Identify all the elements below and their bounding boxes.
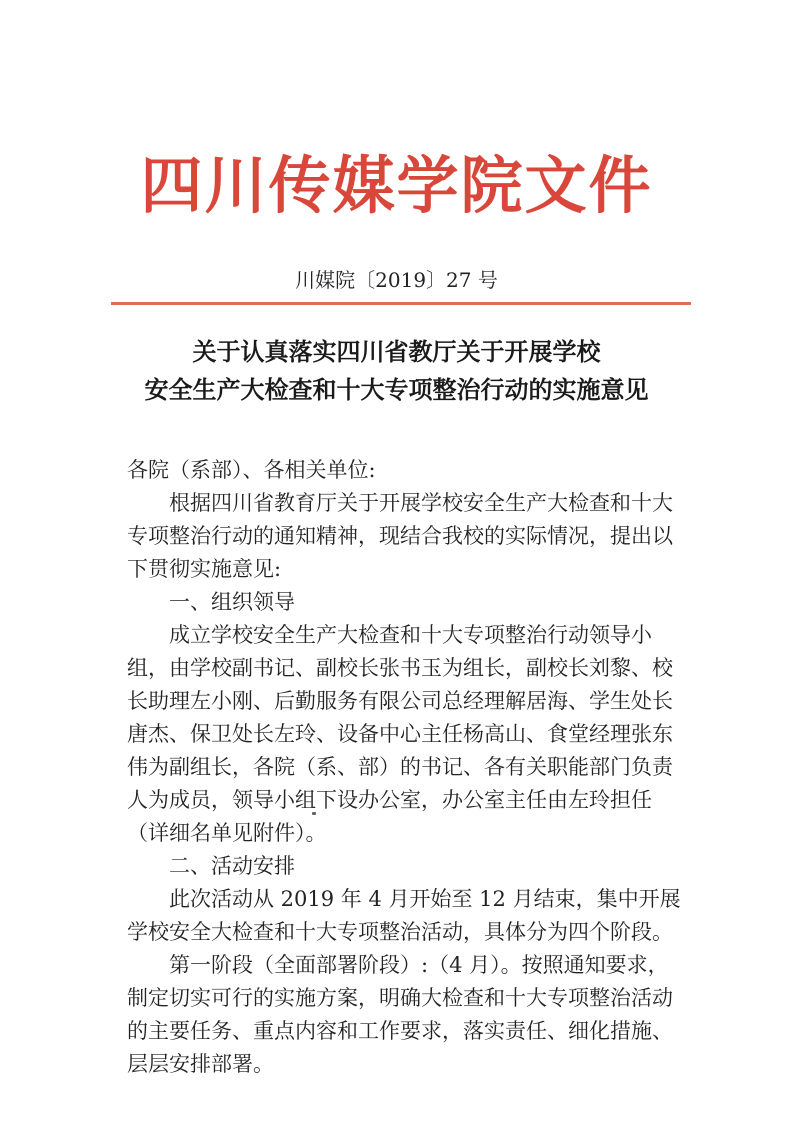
body-paragraph: 此次活动从 2019 年 4 月开始至 12 月结束，集中开展学校安全大检查和十大专项整治活动，具体分为四个阶段。 — [127, 887, 681, 944]
document-title-line-2: 安全生产大检查和十大专项整治行动的实施意见 — [144, 376, 649, 404]
section-heading-organization: 一、组织领导 — [169, 590, 295, 614]
section-heading-activity: 二、活动安排 — [169, 854, 295, 878]
document-title-line-1: 关于认真落实四川省教厅关于开展学校 — [192, 338, 601, 366]
red-divider-line — [111, 302, 691, 305]
body-paragraph: 成立学校安全生产大检查和十大专项整治行动领导小组，由学校副书记、副校长张书玉为组长，副校长刘黎、校长助理左小刚、后勤服务有限公司总经理解居海、学生处长唐杰、保卫处长左玲、设备中心主任杨高山、食堂经理张东伟为副组长，各院（系、部）的书记、各有关职能部门负责人为成员，领导小组下设办公室，办公室主任由左玲担任（详细名单见附件）。 — [127, 623, 673, 845]
scan-speck — [312, 812, 316, 815]
document-masthead: 四川传媒学院文件 — [140, 149, 653, 222]
document-body — [127, 454, 687, 1081]
salutation: 各院（系部）、各相关单位: — [127, 458, 376, 482]
body-paragraph: 第一阶段（全面部署阶段）:（4 月）。按照通知要求，制定切实可行的实施方案，明确大检查和十大专项整治活动的主要任务、重点内容和工作要求，落实责任、细化措施、层层安排部署。 — [127, 953, 673, 1076]
body-paragraph: 根据四川省教育厅关于开展学校安全生产大检查和十大专项整治行动的通知精神，现结合我校的实际情况，提出以下贯彻实施意见: — [127, 491, 673, 581]
document-number: 川媒院〔2019〕27 号 — [295, 268, 498, 292]
